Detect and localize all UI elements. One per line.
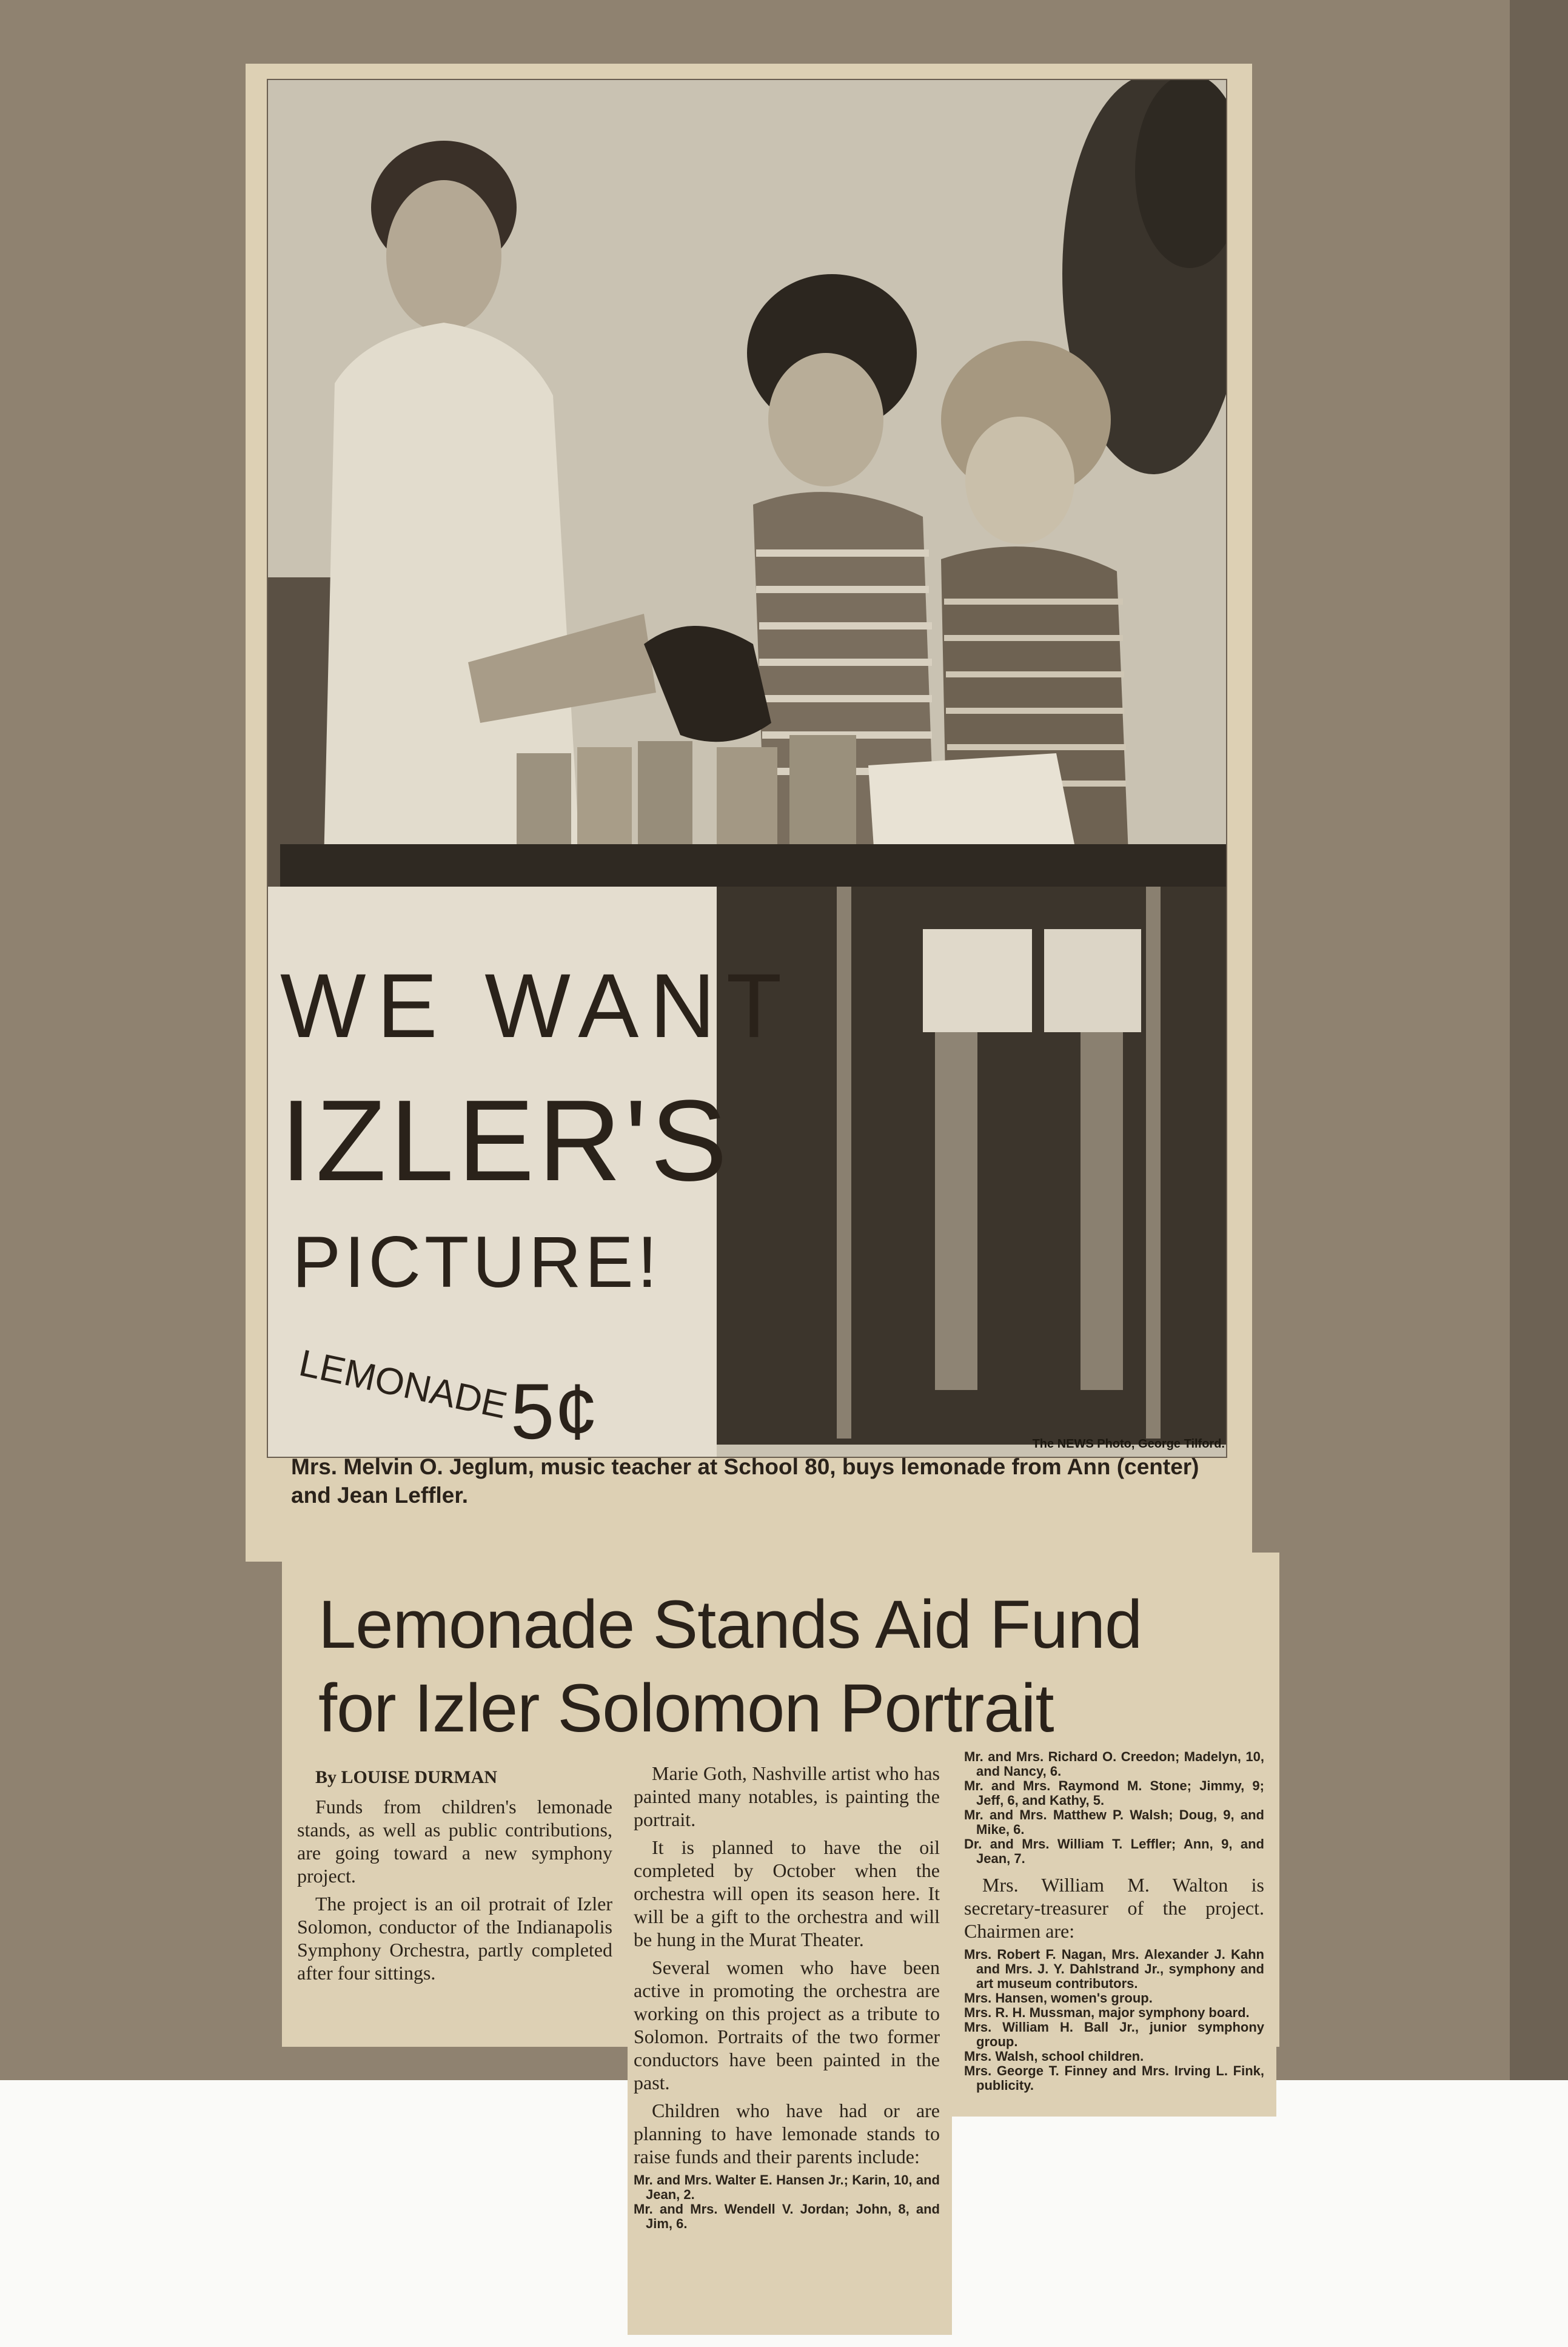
photo-credit: The NEWS Photo, George Tilford. [1032,1437,1225,1451]
col2-para-4: Children who have had or are planning to have lemonade stands to raise funds and their parents include: [634,2100,940,2167]
article-column-3 [964,1750,1264,2093]
list-item: Mrs. Walsh, school children. [964,2049,1144,2064]
col2-list [634,2173,940,2231]
col1-para-2: The project is an oil protrait of Izler Solomon, conductor of the Indianapolis Symphony Orchestra, partly completed after four sittings. [297,1893,612,1984]
list-item: Mr. and Mrs. Raymond M. Stone; Jimmy, 9; Jeff, 6, and Kathy, 5. [964,1778,1264,1808]
list-item: Mrs. Robert F. Nagan, Mrs. Alexander J. Kahn and Mrs. J. Y. Dahlstrand Jr., symphony and art museum contributors. [964,1947,1264,1991]
list-item: Mr. and Mrs. Matthew P. Walsh; Doug, 9, and Mike, 6. [964,1807,1264,1837]
sign-line-2: IZLER'S [280,1076,731,1205]
list-item: Mrs. Hansen, women's group. [964,1990,1153,2006]
col1-para-1: Funds from children's lemonade stands, as well as public contributions, are going toward a new symphony project. [297,1796,612,1887]
list-item: Mr. and Mrs. Wendell V. Jordan; John, 8, and Jim, 6. [634,2201,940,2231]
sign-line-3: PICTURE! [292,1221,662,1303]
list-item: Mr. and Mrs. Walter E. Hansen Jr.; Karin, 10, and Jean, 2. [634,2172,940,2202]
list-item: Mr. and Mrs. Richard O. Creedon; Madelyn, 10, and Nancy, 6. [964,1749,1264,1779]
article-column-1 [297,1766,612,1989]
col2-para-3: Several women who have been active in promoting the orchestra are working on this project as a tribute to Solomon. Portraits of the two former conductors have been painted in the past. [634,1956,940,2093]
col3-para: Mrs. William M. Walton is secretary-treasurer of the project. Chairmen are: [964,1874,1264,1942]
news-photo [267,79,1227,1458]
headline [318,1583,1240,1750]
col2-para-2: It is planned to have the oil completed by October when the orchestra will open its season here. It will be a gift to the orchestra and will be hung in the Murat Theater. [634,1836,940,1950]
page-edge-shadow [1510,0,1568,2080]
sign-line-1: WE WANT [280,955,793,1056]
list-item: Mrs. George T. Finney and Mrs. Irving L. Fink, publicity. [964,2063,1264,2093]
sign-price: 5¢ [511,1367,598,1456]
col3-list [964,1750,1264,1866]
photo-caption: Mrs. Melvin O. Jeglum, music teacher at School 80, buys lemonade from Ann (center) and Jean Leffler. [291,1454,1199,1508]
headline-line-2: for Izler Solomon Portrait [318,1670,1054,1746]
article-column-2 [634,1762,940,2231]
col3-chairmen [964,1947,1264,2093]
headline-line-1: Lemonade Stands Aid Fund [318,1586,1142,1662]
list-item: Mrs. R. H. Mussman, major symphony board. [964,2005,1250,2020]
list-item: Mrs. William H. Ball Jr., junior symphony group. [964,2020,1264,2049]
list-item: Dr. and Mrs. William T. Leffler; Ann, 9, and Jean, 7. [964,1836,1264,1866]
col2-para-1: Marie Goth, Nashville artist who has painted many notables, is painting the portrait. [634,1762,940,1830]
sign-line-4: LEMONADE [295,1341,511,1427]
byline: By LOUISE DURMAN [315,1767,498,1787]
